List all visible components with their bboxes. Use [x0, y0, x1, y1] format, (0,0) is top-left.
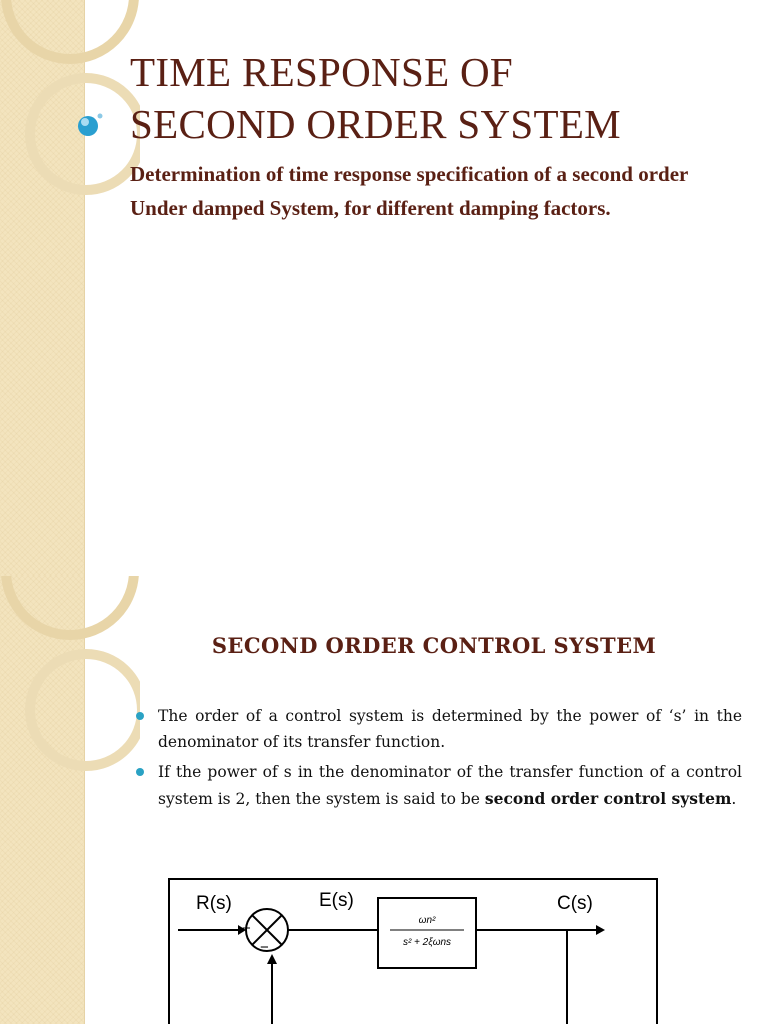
- bullet-icon: [136, 712, 144, 720]
- bullet-bold-text: second order control system: [484, 788, 732, 808]
- list-item: [132, 704, 742, 755]
- ring-top: [6, 0, 134, 59]
- plus-sign: +: [242, 920, 251, 937]
- title-line-1: TIME RESPONSE OF: [130, 49, 513, 95]
- slide-subtitle: Determination of time response specification of a second order Under damped System, for different damping factors.: [130, 162, 688, 220]
- list-item: [132, 760, 742, 812]
- output-arrow: [596, 925, 605, 935]
- output-label: C(s): [557, 893, 593, 914]
- tf-denominator: s² + 2ξωns: [402, 937, 452, 948]
- tf-numerator: ωn²: [418, 915, 436, 926]
- input-label: R(s): [196, 893, 232, 914]
- decorative-rings: [0, 0, 140, 240]
- small-dot: [98, 114, 103, 119]
- ring-top: [6, 576, 134, 635]
- ring-middle: [30, 654, 140, 766]
- slide-title-text: [130, 46, 621, 150]
- error-label: E(s): [319, 890, 354, 911]
- minus-sign: −: [260, 939, 269, 956]
- slide-second-order: [0, 576, 768, 1024]
- bullet-list: [132, 704, 742, 817]
- section-heading: SECOND ORDER CONTROL SYSTEM: [211, 633, 657, 658]
- blue-dot: [78, 116, 98, 136]
- block-diagram-svg: [168, 878, 658, 1024]
- block-diagram: [168, 878, 658, 1024]
- decorative-rings: [0, 576, 140, 776]
- title-line-2: SECOND ORDER SYSTEM: [130, 101, 621, 147]
- bullet-text: If the power of s in the denominator of the transfer function of a control system is 2, then the system is said to be: [158, 763, 742, 808]
- bullet-text: The order of a control system is determined by the power of ‘s’ in the denominator of its transfer function.: [158, 707, 742, 751]
- bullet-text-end: .: [731, 789, 737, 808]
- transfer-function-block: [378, 898, 476, 968]
- bullet-icon: [136, 768, 144, 776]
